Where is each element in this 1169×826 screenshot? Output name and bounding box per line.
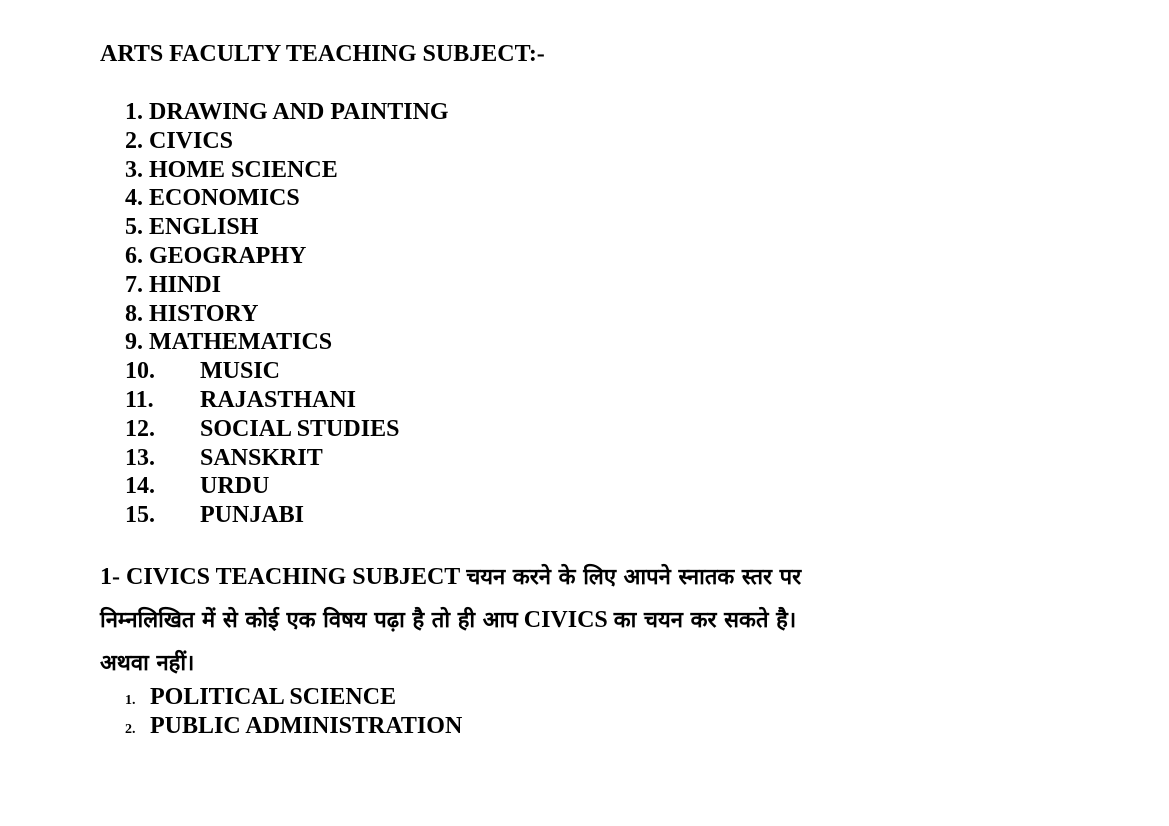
list-item-label: URDU <box>200 473 270 500</box>
note-line-2 <box>100 599 1030 642</box>
list-item-label: PUBLIC ADMINISTRATION <box>150 713 463 739</box>
page-title: ARTS FACULTY TEACHING SUBJECT:- <box>100 41 545 67</box>
list-item-number: 12. <box>125 415 155 442</box>
note-civics-label: CIVICS <box>523 607 608 633</box>
list-item-number: 13. <box>125 444 155 471</box>
list-item-number: 2. <box>125 127 143 154</box>
list-item-label: GEOGRAPHY <box>149 242 307 269</box>
note-line-3 <box>100 642 1030 685</box>
civics-eligibility-note <box>100 556 1030 685</box>
list-item <box>125 213 449 242</box>
list-item <box>125 271 449 300</box>
list-item-number: 10. <box>125 358 155 385</box>
list-item-number: 1. <box>125 693 136 708</box>
list-item <box>125 357 449 386</box>
note-hindi-text: चयन करने के लिए आपने स्नातक स्तर पर <box>466 565 802 590</box>
list-item-label: CIVICS <box>149 127 234 154</box>
list-item-label: HISTORY <box>149 300 259 327</box>
list-item <box>125 415 449 444</box>
list-item <box>125 501 449 530</box>
list-item-label: HINDI <box>149 271 222 298</box>
list-item-number: 4. <box>125 185 143 212</box>
list-item-number: 5. <box>125 214 143 241</box>
list-item-number: 1. <box>125 99 143 125</box>
note-hindi-text: का चयन कर सकते है। <box>613 608 797 633</box>
list-item-label: HOME SCIENCE <box>149 156 338 183</box>
list-item-number: 7. <box>125 271 143 298</box>
list-item <box>125 683 462 712</box>
list-item <box>125 127 449 156</box>
list-item-label: SANSKRIT <box>200 444 323 471</box>
list-item-label: PUNJABI <box>200 502 305 529</box>
list-item <box>125 98 449 127</box>
list-item-label: ENGLISH <box>149 214 259 241</box>
list-item-number: 2. <box>125 722 136 737</box>
list-item <box>125 444 449 473</box>
list-item-label: MUSIC <box>200 358 281 385</box>
list-item-label: DRAWING AND PAINTING <box>149 99 449 125</box>
list-item <box>125 300 449 329</box>
eligible-degree-list <box>125 683 462 741</box>
list-item <box>125 328 449 357</box>
list-item <box>125 184 449 213</box>
list-item <box>125 386 449 415</box>
list-item-label: SOCIAL STUDIES <box>200 415 400 442</box>
list-item-number: 14. <box>125 473 155 500</box>
list-item <box>125 472 449 501</box>
list-item-number: 11. <box>125 386 154 413</box>
list-item-number: 9. <box>125 329 143 356</box>
list-item-label: MATHEMATICS <box>149 329 333 356</box>
note-line-1 <box>100 556 1030 599</box>
list-item-label: RAJASTHANI <box>200 386 357 413</box>
note-hindi-text: निम्नलिखित में से कोई एक विषय पढ़ा है तो ही आप <box>100 608 518 633</box>
list-item <box>125 712 462 741</box>
list-item-label: ECONOMICS <box>149 185 300 212</box>
note-hindi-text: अथवा नहीं। <box>100 651 195 676</box>
list-item-label: POLITICAL SCIENCE <box>150 684 397 710</box>
subject-list <box>125 98 449 530</box>
list-item-number: 3. <box>125 156 143 183</box>
note-civics-label: 1- CIVICS TEACHING SUBJECT <box>100 564 461 590</box>
list-item <box>125 242 449 271</box>
list-item <box>125 156 449 185</box>
list-item-number: 6. <box>125 242 143 269</box>
list-item-number: 8. <box>125 300 143 327</box>
list-item-number: 15. <box>125 502 155 529</box>
